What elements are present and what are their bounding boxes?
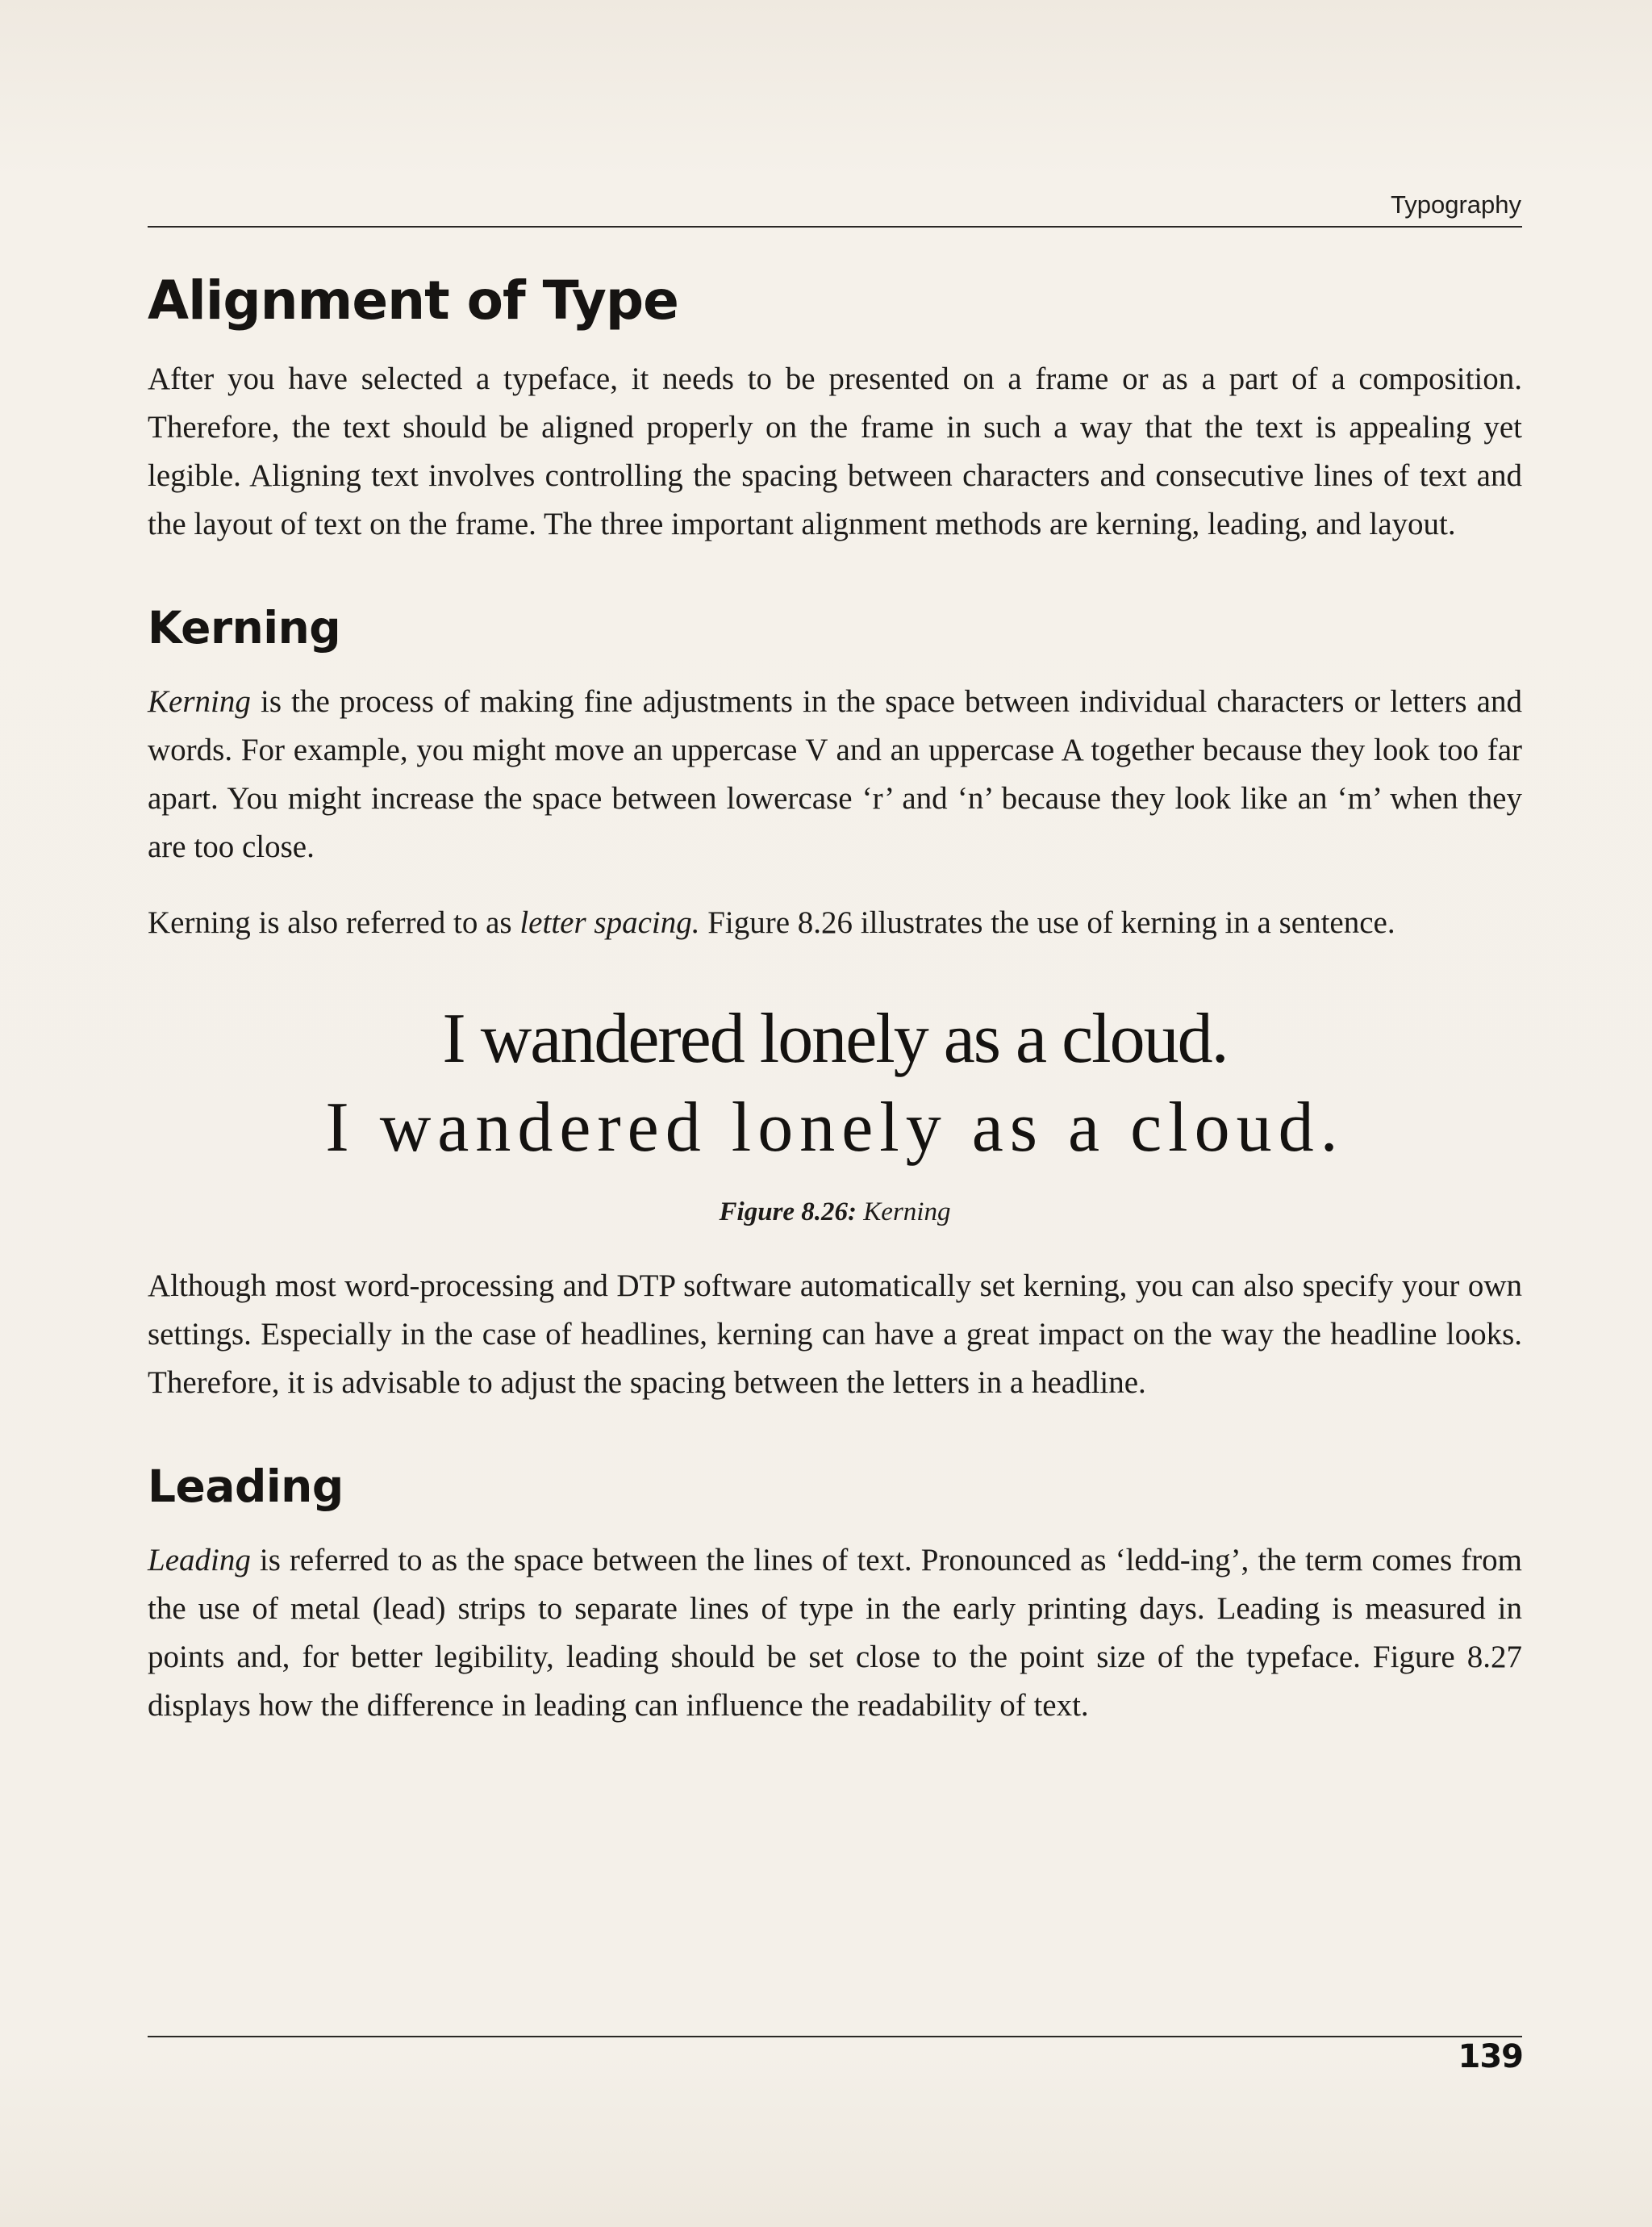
letter-spacing-term: letter spacing. <box>519 905 700 940</box>
figure-caption <box>148 1194 1522 1230</box>
footer-rule <box>148 2036 1522 2037</box>
leading-paragraph-1 <box>148 1536 1522 1730</box>
leading-term: Leading <box>148 1543 251 1577</box>
kerning-p2-start: Kerning is also referred to as <box>148 905 520 940</box>
kerning-paragraph-1 <box>148 678 1522 871</box>
kerning-term: Kerning <box>148 684 251 719</box>
page-number: 139 <box>1458 2038 1523 2075</box>
kerning-paragraph-3: Although most word-processing and DTP software automatically set kerning, you can also specify your own settings. Especially in the case of headlines, kerning can have a great impact on the way the headline looks. Therefore, it is advisable to adjust the spacing between the letters in a headline. <box>148 1268 1522 1400</box>
leading-heading: Leading <box>148 1460 344 1512</box>
kerning-heading: Kerning <box>148 602 341 654</box>
figure-line-tight-kerning: I wandered lonely as a cloud. <box>442 1000 1228 1078</box>
leading-p1-text: is referred to as the space between the lines of text. Pronounced as ‘ledd-ing’, the term comes from the use of metal (lead) strips to separate lines of type in the early printing days. Leading is measured in points and, for better legibility, leading should be set close to the point size of the typeface. Figure 8.27 displays how the difference in leading can influence the readability of text. <box>148 1543 1522 1723</box>
figure-caption-label: Figure 8.26: <box>719 1197 857 1226</box>
kerning-p1-text: is the process of making fine adjustments in the space between individual characters or letters and words. For example, you might move an uppercase V and an uppercase A together because they look too far apart. You might increase the space between lowercase ‘r’ and ‘n’ because they look like an ‘m’ when they are too close. <box>148 684 1522 864</box>
header-rule <box>148 226 1522 228</box>
kerning-figure <box>148 996 1522 1230</box>
page-title: Alignment of Type <box>148 269 678 332</box>
running-header: Typography <box>1391 190 1521 219</box>
figure-caption-text: Kerning <box>857 1197 951 1226</box>
kerning-paragraph-2 <box>148 899 1522 947</box>
page-content <box>148 265 1522 1757</box>
figure-line-loose-kerning: I wandered lonely as a cloud. <box>325 1088 1345 1167</box>
intro-paragraph: After you have selected a typeface, it needs to be presented on a frame or as a part of a composition. Therefore, the text should be aligned properly on the frame in such a way that the text is appealing yet legible. Aligning text involves controlling the spacing between characters and consecutive lines of text and the layout of text on the frame. The three important alignment methods are kerning, leading, and layout. <box>148 361 1522 541</box>
kerning-p2-text: Figure 8.26 illustrates the use of kerning in a sentence. <box>699 905 1395 940</box>
